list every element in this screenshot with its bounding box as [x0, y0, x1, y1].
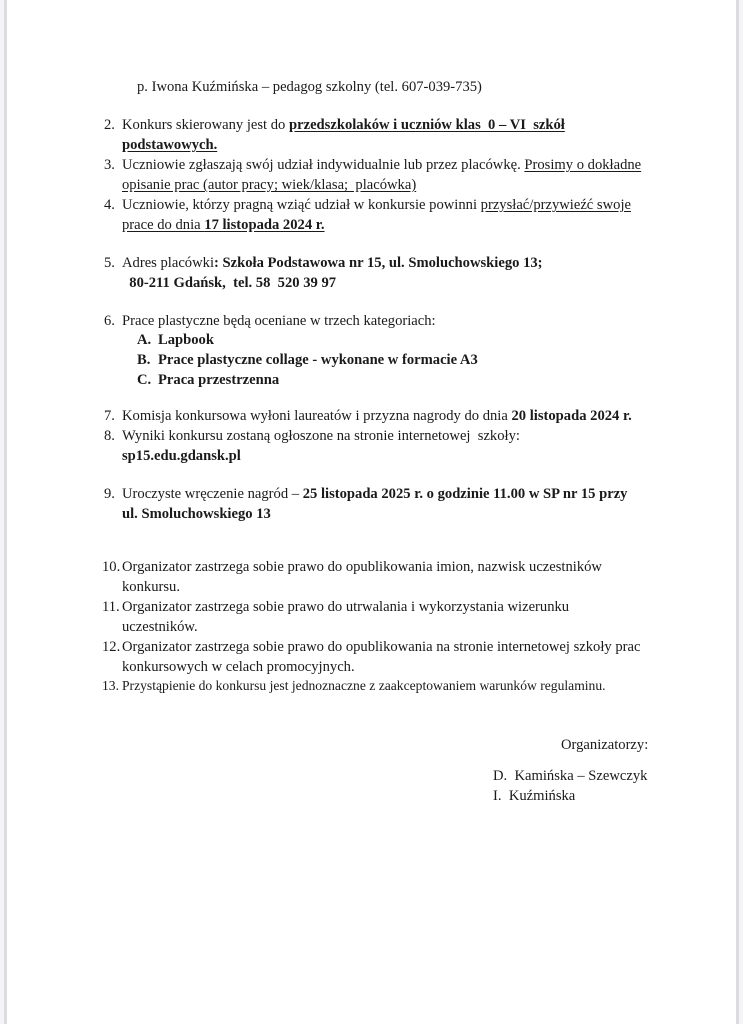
item-text-line — [122, 254, 543, 272]
text-segment: ul. Smoluchowskiego 13 — [122, 506, 271, 522]
item-text-line — [122, 312, 436, 330]
item-number: 3. — [104, 157, 115, 173]
signature-name-2 — [493, 787, 575, 805]
contact-line: p. Iwona Kuźmińska – pedagog szkolny (tel. 607-039-735) — [137, 79, 482, 95]
text-segment: sp15.edu.gdansk.pl — [122, 448, 241, 464]
item-text-line — [122, 156, 641, 174]
item-text-line — [122, 658, 355, 676]
item-text-line — [122, 618, 198, 636]
text-segment: Przystąpienie do konkursu jest jednoznaczne z zaakceptowaniem warunków regulaminu. — [122, 678, 606, 693]
category-letter: A. — [137, 332, 152, 348]
item-text-line — [122, 598, 569, 616]
item-number: 4. — [104, 197, 115, 213]
item-text-line — [122, 505, 271, 523]
text-segment: przysłać/przywieźć swoje — [480, 197, 631, 213]
item-text-line — [122, 578, 180, 596]
signature-name-1 — [493, 767, 647, 785]
text-segment: Prace plastyczne będą oceniane w trzech kategoriach: — [122, 313, 436, 329]
text-segment: Adres placówki — [122, 255, 214, 271]
item-number: 5. — [104, 255, 115, 271]
category-item — [137, 371, 279, 389]
text-segment: Komisja konkursowa wyłoni laureatów i przyzna nagrody do dnia — [122, 408, 512, 424]
item-text-line — [122, 274, 336, 292]
item-text-line — [122, 216, 325, 234]
signature-name: Kuźmińska — [508, 788, 576, 804]
item-text-line — [122, 558, 602, 576]
item-text-line — [122, 427, 520, 445]
category-item — [137, 331, 214, 349]
item-text-line — [122, 677, 606, 695]
item-text-line — [122, 176, 416, 194]
text-segment: Konkurs skierowany jest do — [122, 117, 289, 133]
text-segment: : Szkoła Podstawowa nr 15, ul. Smoluchowskiego 13; — [214, 255, 543, 271]
item-number: 13. — [102, 678, 119, 693]
text-segment: konkursu. — [122, 579, 180, 595]
page-border-right — [736, 0, 739, 1024]
category-label: Praca przestrzenna — [158, 372, 280, 388]
category-item — [137, 351, 478, 369]
text-segment: 17 listopada 2024 r. — [204, 217, 325, 233]
category-letter: B. — [137, 352, 151, 368]
text-segment: Uczniowie, którzy pragną wziąć udział w konkursie powinni — [122, 197, 481, 213]
text-segment: Organizator zastrzega sobie prawo do opublikowania imion, nazwisk uczestników — [122, 559, 602, 575]
text-segment: 20 listopada 2024 r. — [511, 408, 632, 424]
text-segment: 80-211 Gdańsk, tel. 58 520 39 97 — [122, 275, 337, 291]
text-segment: konkursowych w celach promocyjnych. — [122, 659, 355, 675]
page-edge-right — [739, 0, 743, 1024]
text-segment: uczestników. — [122, 619, 198, 635]
text-segment: Organizator zastrzega sobie prawo do opublikowania na stronie internetowej szkoły prac — [122, 639, 641, 655]
signature-initial: D. — [493, 768, 508, 784]
item-number: 9. — [104, 486, 115, 502]
item-number: 7. — [104, 408, 115, 424]
text-segment: opisanie prac (autor pracy; wiek/klasa; placówka) — [122, 177, 417, 193]
item-text-line — [122, 485, 627, 503]
item-text-line — [122, 116, 565, 134]
text-segment: przedszkolaków i uczniów klas 0 – VI szkół — [289, 117, 565, 133]
item-text-line — [122, 447, 241, 465]
item-text-line — [122, 407, 632, 425]
text-segment: 25 listopada 2025 r. o godzinie 11.00 w SP nr 15 przy — [302, 486, 628, 502]
text-segment: Organizator zastrzega sobie prawo do utrwalania i wykorzystania wizerunku — [122, 599, 570, 615]
signature-heading: Organizatorzy: — [561, 737, 649, 753]
category-letter: C. — [137, 372, 152, 388]
item-text-line — [122, 136, 217, 154]
item-number: 11. — [102, 599, 120, 615]
item-text-line — [122, 638, 640, 656]
text-segment: Uroczyste wręczenie nagród – — [122, 486, 303, 502]
text-segment: prace do dnia — [122, 217, 205, 233]
text-segment: Prosimy o dokładne — [524, 157, 642, 173]
item-number: 10. — [102, 559, 121, 575]
category-label: Lapbook — [158, 332, 214, 348]
item-text-line — [122, 196, 631, 214]
text-segment: podstawowych. — [122, 137, 218, 153]
item-number: 8. — [104, 428, 115, 444]
item-number: 12. — [102, 639, 121, 655]
page-border-left — [4, 0, 7, 1024]
text-segment: Wyniki konkursu zostaną ogłoszone na stronie internetowej szkoły: — [122, 428, 520, 444]
category-label: Prace plastyczne collage - wykonane w formacie A3 — [158, 352, 478, 368]
signature-name: Kamińska – Szewczyk — [514, 768, 648, 784]
signature-initial: I. — [493, 788, 502, 804]
text-segment: Uczniowie zgłaszają swój udział indywidualnie lub przez placówkę. — [122, 157, 525, 173]
item-number: 2. — [104, 117, 115, 133]
item-number: 6. — [104, 313, 115, 329]
